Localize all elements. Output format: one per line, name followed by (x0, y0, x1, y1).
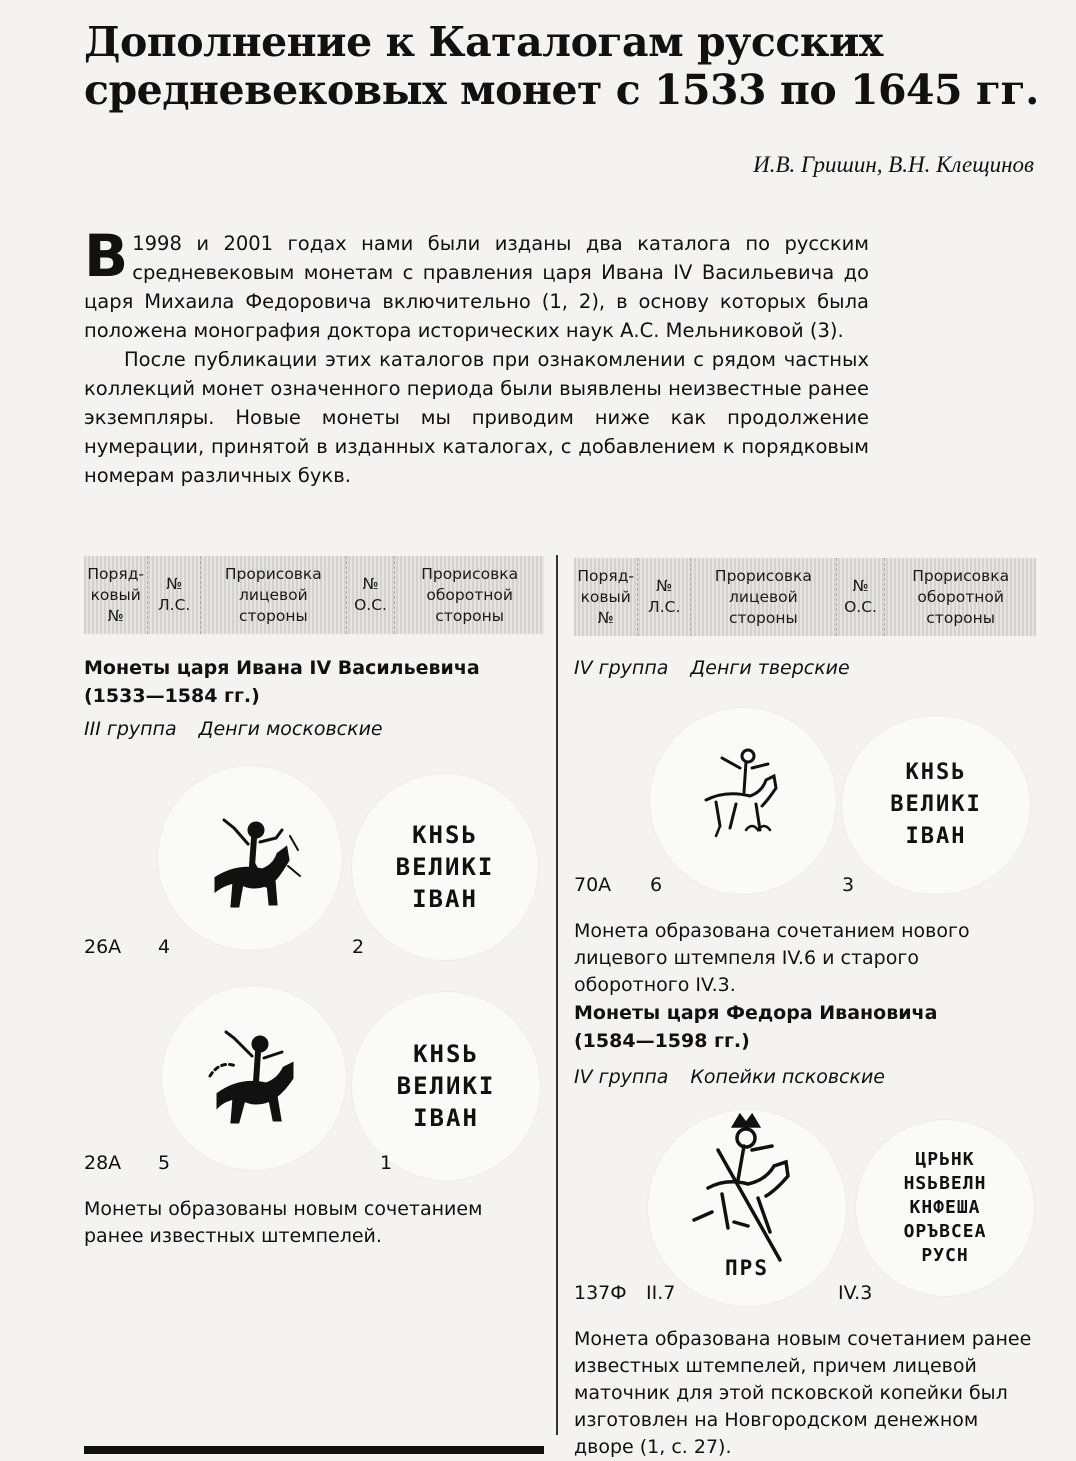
rider-with-sword-icon (162, 986, 346, 1170)
header-obverse-number: № Л.С. (638, 558, 691, 636)
header-reverse-drawing: Прорисовка оборотной стороны (421, 564, 519, 625)
coin-obverse-26a (158, 766, 342, 950)
title-line-2: средневековых монет с 1533 по 1645 гг. (84, 66, 1039, 114)
obverse-number: 4 (158, 936, 171, 958)
article-title (84, 18, 1044, 114)
header-reverse-number: № О.С. (347, 556, 396, 634)
group-label: IV группа (574, 1066, 669, 1088)
obverse-number: II.7 (646, 1282, 676, 1304)
header-reverse-number: № О.С. (837, 558, 886, 636)
coin-legend: КНЅЬ ВЕЛИКІ ІВАН (890, 760, 982, 849)
header-obverse-drawing: Прорисовка лицевой стороны (691, 558, 837, 636)
group-type: Денги московские (198, 718, 383, 740)
drop-cap: В (84, 222, 129, 290)
coin-legend: КНЅЬ ВЕЛИКІ ІВАН (395, 821, 495, 913)
coin-reverse-137f (856, 1120, 1034, 1296)
section-title-fedor: Монеты царя Федора Ивановича (1584—1598 гг.) (574, 1002, 938, 1052)
group-type: Денги тверские (690, 657, 850, 679)
coin-number-137f: 137Ф (574, 1282, 627, 1304)
header-obverse-number: № Л.С. (148, 556, 201, 634)
group-line-left (84, 718, 383, 740)
obverse-inscription: ПРЅ (725, 1256, 769, 1280)
reverse-number: 1 (380, 1152, 393, 1174)
header-serial-number: Поряд- ковый № (84, 556, 148, 634)
coin-obverse-28a (162, 986, 346, 1170)
group-line-right-1 (574, 657, 850, 679)
group-label: IV группа (574, 657, 669, 679)
note-left: Монеты образованы новым сочетанием ранее известных штемпелей. (84, 1198, 483, 1247)
coin-legend: КНЅЬ ВЕЛИКІ ІВАН (396, 1040, 496, 1132)
reverse-number: IV.3 (838, 1282, 873, 1304)
intro-paragraph-1-text: 1998 и 2001 годах нами были изданы два каталога по русским средневековым монетам с правления царя Ивана IV Васильевича до царя Михаила Федоровича включительно (1, 2), в основу которых была положена монография доктора исторических наук А.С. Мельниковой (3). (84, 232, 869, 342)
authors: И.В. Гришин, В.Н. Клещинов (753, 152, 1034, 177)
note-right-1: Монета образована сочетанием нового лицевого штемпеля IV.6 и старого оборотного IV.3. (574, 920, 970, 996)
coin-number-70a: 70А (574, 874, 612, 896)
coin-number-26a: 26А (84, 936, 122, 958)
reverse-number: 3 (842, 874, 855, 896)
title-line-1: Дополнение к Каталогам русских (84, 18, 883, 66)
note-right-2: Монета образована новым сочетанием ранее известных штемпелей, причем лицевой маточник для этой псковской копейки был изготовлен на Новгородском денежном дворе (1, с. 27). (574, 1328, 1032, 1458)
obverse-number: 5 (158, 1152, 171, 1174)
coin-legend: ЦРЬНК НЅЬВЕЛН КНФЕША ОРЪВСЕА РУСН (903, 1149, 987, 1266)
reverse-number: 2 (352, 936, 365, 958)
header-reverse-drawing: Прорисовка оборотной стороны (912, 566, 1010, 627)
group-type: Копейки псковские (690, 1066, 885, 1088)
coin-reverse-70a (842, 716, 1030, 894)
coin-obverse-70a (650, 708, 836, 894)
intro-paragraph-2: После публикации этих каталогов при ознакомлении с рядом частных коллекций монет означенного периода были выявлены неизвестные ранее экземпляры. Новые монеты мы приводим ниже как продолжение нумерации, принятой в изданных каталогах, с добавлением к порядковым номерам различных букв. (84, 348, 869, 487)
obverse-number: 6 (650, 874, 663, 896)
header-obverse-drawing: Прорисовка лицевой стороны (201, 556, 347, 634)
column-divider (556, 555, 558, 1435)
coin-number-28a: 28А (84, 1152, 122, 1174)
table-header-left (84, 556, 544, 634)
group-line-right-2 (574, 1066, 885, 1088)
section-title-ivan: Монеты царя Ивана IV Васильевича (1533—1584 гг.) (84, 657, 480, 707)
rider-with-sword-icon (158, 766, 342, 950)
intro-paragraph-1 (84, 222, 869, 345)
group-label: III группа (84, 718, 177, 740)
coin-reverse-26a (352, 774, 538, 960)
header-serial-number: Поряд- ковый № (574, 558, 638, 636)
rider-with-sword-icon (650, 708, 836, 894)
intro-text (84, 222, 869, 490)
table-header-right (574, 558, 1036, 636)
footer-rule (84, 1446, 544, 1454)
coin-obverse-137f (648, 1110, 846, 1306)
